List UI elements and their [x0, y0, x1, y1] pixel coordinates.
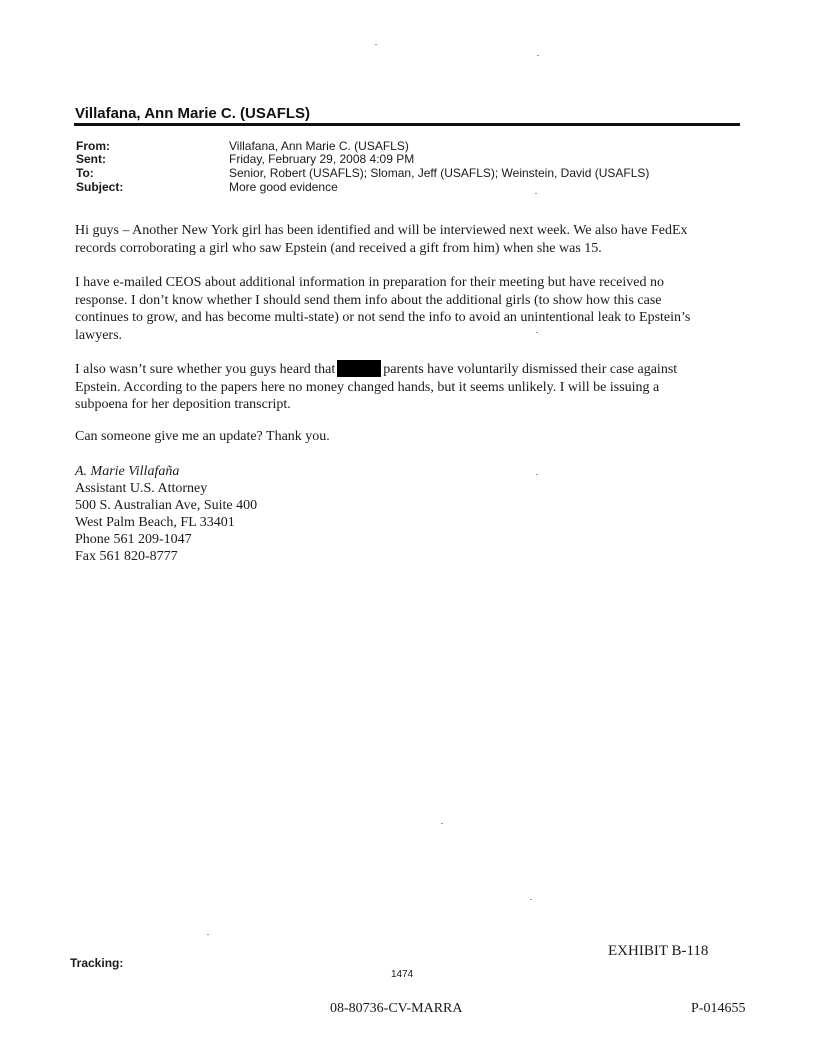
body-paragraph-1	[75, 222, 735, 257]
subject-value: More good evidence	[229, 180, 338, 194]
scan-speck	[536, 332, 538, 333]
subject-label: Subject:	[76, 180, 124, 194]
scan-speck	[537, 55, 539, 56]
case-number: 08-80736-CV-MARRA	[330, 1001, 463, 1016]
body-paragraph-2	[75, 274, 735, 344]
body-line: I have e-mailed CEOS about additional information in preparation for their meeting but have received no	[75, 275, 664, 290]
to-value: Senior, Robert (USAFLS); Sloman, Jeff (USAFLS); Weinstein, David (USAFLS)	[229, 166, 650, 180]
body-line: lawyers.	[75, 327, 123, 343]
body-line: response. I don’t know whether I should send them info about the additional girls (to show how this case	[75, 292, 662, 308]
body-text: parents have voluntarily dismissed their case against	[383, 362, 678, 377]
scan-speck	[530, 899, 532, 900]
scan-speck	[535, 193, 537, 194]
signature-address-line-1: 500 S. Australian Ave, Suite 400	[75, 498, 258, 513]
redaction-block	[337, 360, 381, 377]
scan-speck	[375, 44, 377, 45]
body-line: Can someone give me an update? Thank you.	[75, 429, 330, 444]
body-line: subpoena for her deposition transcript.	[75, 397, 291, 412]
to-label: To:	[76, 166, 94, 180]
scan-speck	[536, 474, 538, 475]
from-value: Villafana, Ann Marie C. (USAFLS)	[229, 139, 409, 153]
signature-name: A. Marie Villafaña	[75, 464, 180, 479]
body-line: Hi guys – Another New York girl has been identified and will be interviewed next week. We also have FedEx	[75, 223, 688, 238]
body-paragraph-4	[75, 428, 735, 446]
body-text: I also wasn’t sure whether you guys heard that	[75, 362, 336, 377]
scan-speck	[207, 934, 209, 935]
header-divider	[74, 123, 740, 126]
signature-fax: Fax 561 820-8777	[75, 549, 178, 564]
sent-label: Sent:	[76, 152, 106, 166]
sender-header-name: Villafana, Ann Marie C. (USAFLS)	[75, 105, 311, 122]
tracking-label: Tracking:	[70, 956, 124, 970]
exhibit-stamp: EXHIBIT B-118	[608, 943, 709, 959]
signature-title: Assistant U.S. Attorney	[75, 481, 208, 496]
signature-address-line-2: West Palm Beach, FL 33401	[75, 515, 235, 530]
body-line: continues to grow, and has become multi-state) or not send the info to avoid an unintentional leak to Epstein’s	[75, 310, 691, 325]
bates-number: P-014655	[691, 1001, 746, 1016]
scan-speck	[441, 823, 443, 824]
body-line-with-redaction	[75, 360, 735, 379]
sent-value: Friday, February 29, 2008 4:09 PM	[229, 152, 415, 166]
body-paragraph-3	[75, 360, 735, 414]
signature-phone: Phone 561 209-1047	[75, 532, 192, 547]
from-label: From:	[76, 139, 110, 153]
body-line: records corroborating a girl who saw Epstein (and received a gift from him) when she was 15.	[75, 240, 602, 256]
body-line: Epstein. According to the papers here no money changed hands, but it seems unlikely. I will be issuing a	[75, 379, 660, 395]
page-number: 1474	[391, 969, 414, 980]
